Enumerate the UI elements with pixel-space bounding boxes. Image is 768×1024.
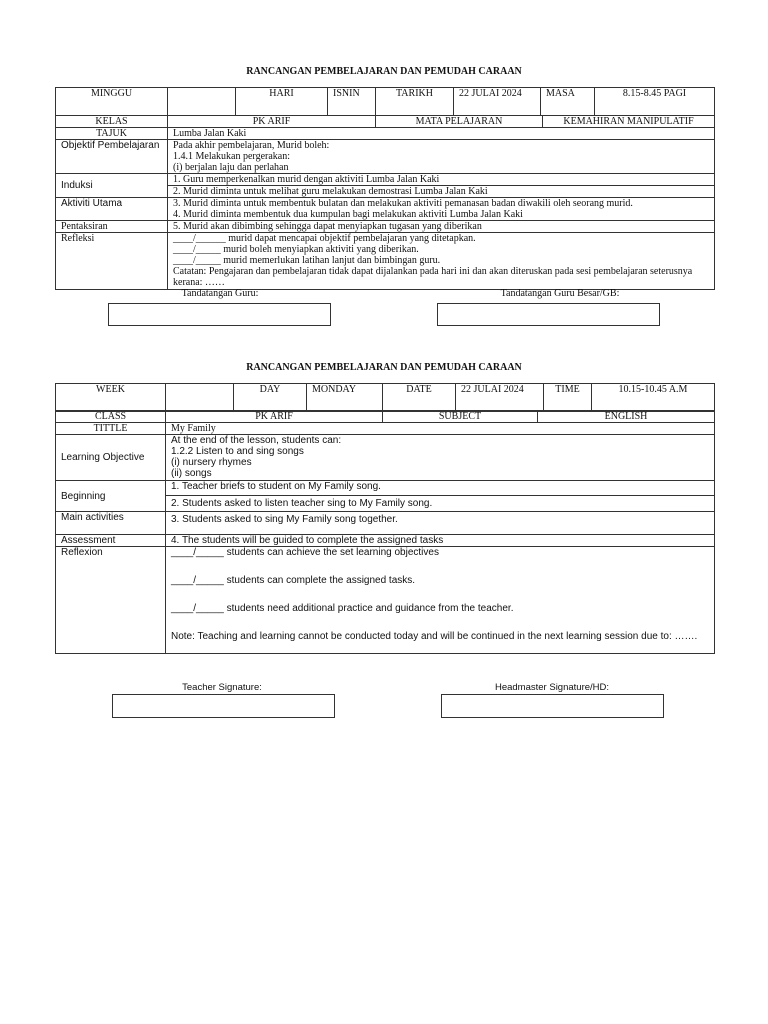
induksi-label: Induksi: [56, 174, 168, 198]
reflexion-label: Reflexion: [56, 547, 166, 654]
induksi-line: 2. Murid diminta untuk melihat guru melakukan demostrasi Lumba Jalan Kaki: [168, 186, 715, 198]
day-label: DAY: [234, 384, 307, 412]
masa-value: 8.15-8.45 PAGI: [595, 88, 715, 116]
time-value: 10.15-10.45 A.M: [592, 384, 715, 412]
english-teacher-sig-box[interactable]: [112, 694, 335, 718]
aktiviti-label: Aktiviti Utama: [56, 198, 168, 221]
english-body-table: [55, 410, 715, 654]
subject-value: ENGLISH: [538, 411, 715, 423]
tajuk-label: TAJUK: [56, 128, 168, 140]
malay-header-table: [55, 87, 715, 116]
objective-line: (ii) songs: [171, 468, 212, 479]
english-head-sig-box[interactable]: [441, 694, 664, 718]
main-activities-value: 3. Students asked to sing My Family song together.: [166, 512, 715, 535]
hari-label: HARI: [236, 88, 328, 116]
pentaksiran-label: Pentaksiran: [56, 221, 168, 233]
refleksi-content: [168, 233, 715, 290]
tittle-label: TITTLE: [56, 423, 166, 435]
malay-teacher-sig-label: Tandatangan Guru:: [181, 288, 259, 299]
tarikh-label: TARIKH: [376, 88, 454, 116]
reflexion-line: ____/_____ students need additional practice and guidance from the teacher.: [171, 603, 514, 614]
reflexion-line: ____/_____ students can achieve the set learning objectives: [171, 547, 439, 558]
minggu-value: [168, 88, 236, 116]
masa-label: MASA: [541, 88, 595, 116]
aktiviti-content: [168, 198, 715, 221]
beginning-label: Beginning: [56, 481, 166, 512]
date-label: DATE: [383, 384, 456, 412]
class-label: CLASS: [56, 411, 166, 423]
assessment-value: 4. The students will be guided to complete the assigned tasks: [166, 535, 715, 547]
refleksi-line: ____/_____ murid memerlukan latihan lanjut dan bimbingan guru.: [173, 255, 441, 266]
class-value: PK ARIF: [166, 411, 383, 423]
objective-content: [166, 435, 715, 481]
assessment-label: Assessment: [56, 535, 166, 547]
reflexion-line: ____/_____ students can complete the assigned tasks.: [171, 575, 416, 586]
tajuk-value: Lumba Jalan Kaki: [168, 128, 715, 140]
induksi-line: 1. Guru memperkenalkan murid dengan aktiviti Lumba Jalan Kaki: [168, 174, 715, 186]
note-line: Note: Teaching and learning cannot be conducted today and will be continued in the next learning session due to: …….: [171, 631, 698, 642]
minggu-label: MINGGU: [56, 88, 168, 116]
objektif-line: 1.4.1 Melakukan pergerakan:: [173, 151, 290, 162]
subject-label: SUBJECT: [383, 411, 538, 423]
objective-line: At the end of the lesson, students can:: [171, 435, 342, 446]
day-value: MONDAY: [307, 384, 383, 412]
main-activities-label: Main activities: [56, 512, 166, 535]
tarikh-value: 22 JULAI 2024: [454, 88, 541, 116]
malay-title: RANCANGAN PEMBELAJARAN DAN PEMUDAH CARAAN: [246, 66, 522, 77]
objective-label: Learning Objective: [56, 435, 166, 481]
english-title: RANCANGAN PEMBELAJARAN DAN PEMUDAH CARAAN: [246, 362, 522, 373]
catatan-note: Catatan: Pengajaran dan pembelajaran tidak dapat dijalankan pada hari ini dan akan diteruskan pada sesi pembelajaran seterusnya kerana: ……: [173, 266, 693, 288]
objektif-content: [168, 140, 715, 174]
date-value: 22 JULAI 2024: [456, 384, 544, 412]
time-label: TIME: [544, 384, 592, 412]
week-label: WEEK: [56, 384, 166, 412]
aktiviti-line: 3. Murid diminta untuk membentuk bulatan dan melakukan aktiviti pemanasan badan diwakili oleh seorang murid.: [173, 198, 633, 209]
objektif-line: (i) berjalan laju dan perlahan: [173, 162, 289, 173]
malay-head-sig-box[interactable]: [437, 303, 660, 326]
aktiviti-line: 4. Murid diminta membentuk dua kumpulan bagi melakukan aktiviti Lumba Jalan Kaki: [173, 209, 523, 220]
malay-body-table: [55, 115, 715, 290]
week-value: [166, 384, 234, 412]
pentaksiran-value: 5. Murid akan dibimbing sehingga dapat menyiapkan tugasan yang diberikan: [168, 221, 715, 233]
objektif-label: Objektif Pembelajaran: [56, 140, 168, 174]
objective-line: 1.2.2 Listen to and sing songs: [171, 446, 304, 457]
refleksi-line: ____/_____ murid boleh menyiapkan aktiviti yang diberikan.: [173, 244, 419, 255]
objektif-line: Pada akhir pembelajaran, Murid boleh:: [173, 140, 330, 151]
tittle-value: My Family: [166, 423, 715, 435]
english-header-table: [55, 383, 715, 412]
hari-value: ISNIN: [328, 88, 376, 116]
refleksi-label: Refleksi: [56, 233, 168, 290]
subject-value: KEMAHIRAN MANIPULATIF: [543, 116, 715, 128]
malay-teacher-sig-box[interactable]: [108, 303, 331, 326]
malay-head-sig-label: Tandatangan Guru Besar/GB:: [500, 288, 620, 299]
beginning-line: 2. Students asked to listen teacher sing to My Family song.: [166, 496, 715, 512]
english-teacher-sig-label: Teacher Signature:: [182, 682, 262, 693]
reflexion-content: [166, 547, 715, 654]
refleksi-line: ____/______ murid dapat mencapai objektif pembelajaran yang ditetapkan.: [173, 233, 476, 244]
kelas-label: KELAS: [56, 116, 168, 128]
english-head-sig-label: Headmaster Signature/HD:: [494, 682, 610, 693]
objective-line: (i) nursery rhymes: [171, 457, 252, 468]
kelas-value: PK ARIF: [168, 116, 376, 128]
beginning-line: 1. Teacher briefs to student on My Family song.: [166, 481, 715, 496]
subject-label: MATA PELAJARAN: [376, 116, 543, 128]
